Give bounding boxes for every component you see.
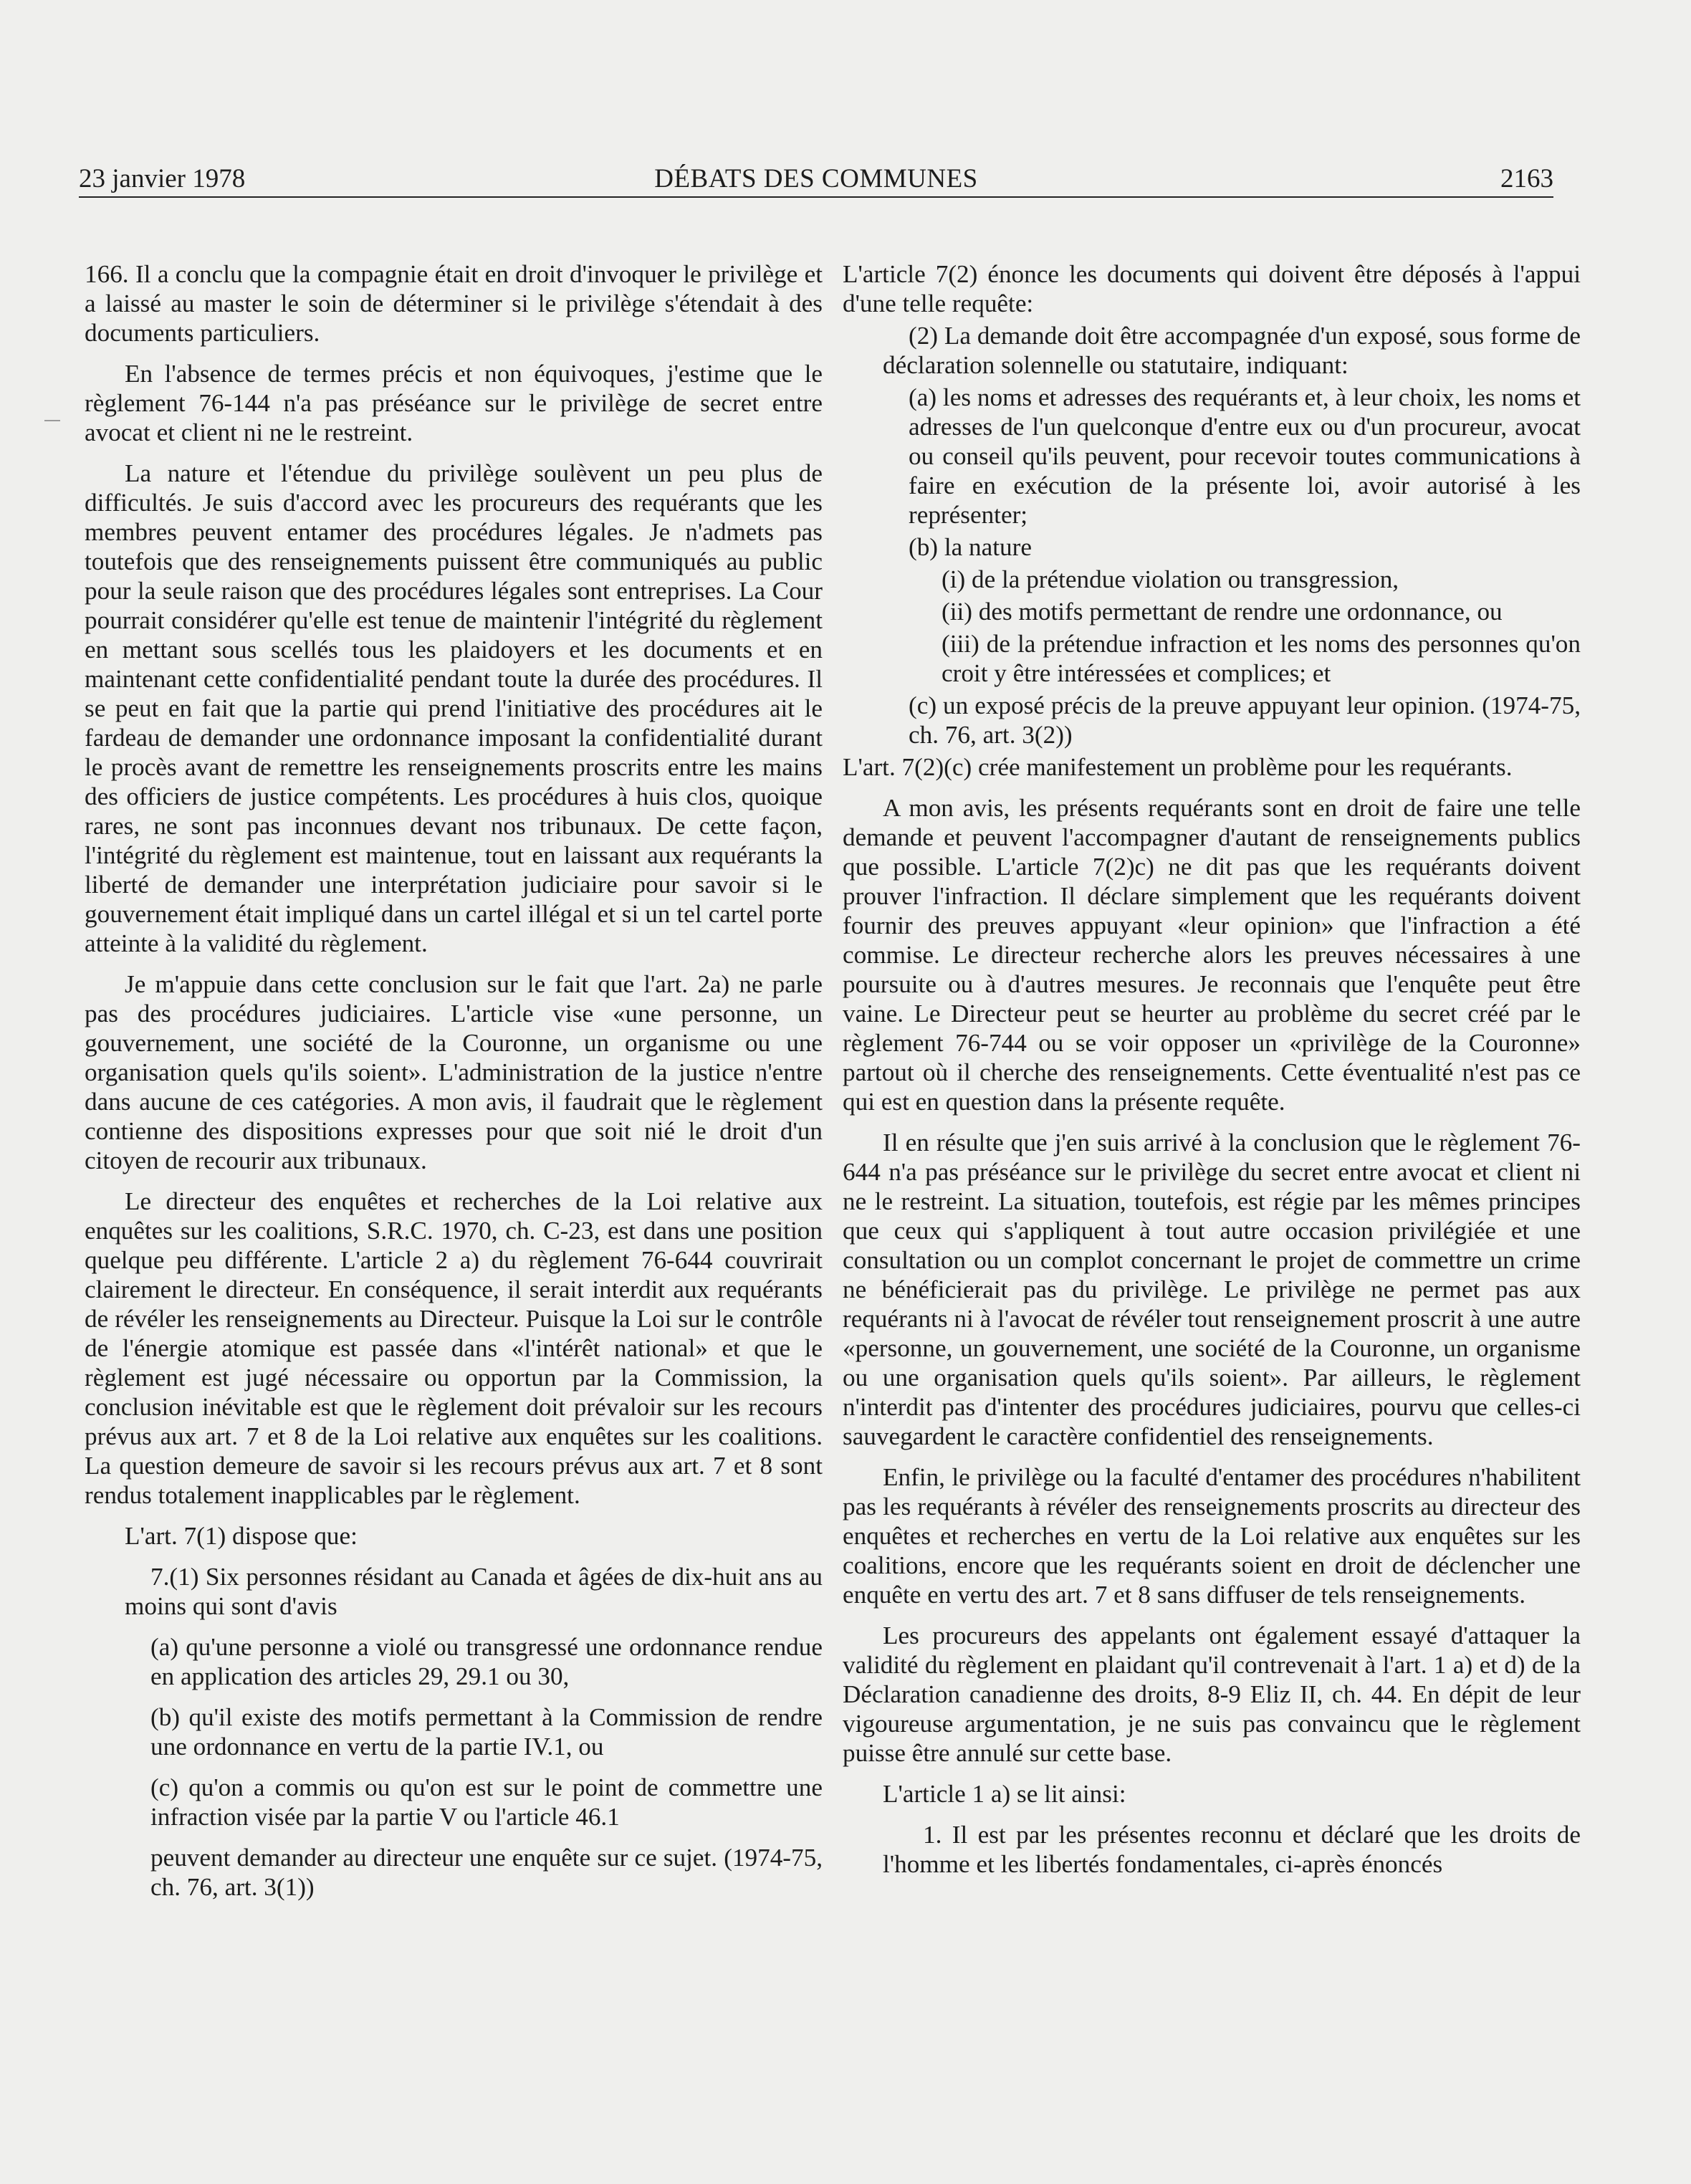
quoted-clause: (c) un exposé précis de la preuve appuyant leur opinion. (1974-75, ch. 76, art. 3(2)) — [909, 691, 1581, 749]
quoted-subclause: (ii) des motifs permettant de rendre une ordonnance, ou — [942, 598, 1503, 626]
quoted-clause: (a) les noms et adresses des requérants et, à leur choix, les noms et adresses de l'un quelconque d'entre eux ou d'un procureur, avocat ou conseil qu'ils peuvent, pour recevoir toutes communications à faire en exécution de la présente loi, avoir autorisé à les représenter; — [909, 383, 1581, 529]
page-header — [79, 161, 1553, 198]
quoted-provision: (2) La demande doit être accompagnée d'un exposé, sous forme de déclaration solennelle ou statutaire, indiquant: — [883, 322, 1581, 379]
paragraph: L'article 7(2) énonce les documents qui doivent être déposés à l'appui d'une telle requête: — [843, 260, 1581, 317]
left-column — [85, 259, 823, 1913]
paragraph: 166. Il a conclu que la compagnie était en droit d'invoquer le privilège et a laissé au master le soin de déterminer si le privilège s'étendait à des documents particuliers. — [85, 260, 823, 347]
header-rule — [79, 196, 1553, 198]
quoted-provision: 7.(1) Six personnes résidant au Canada et âgées de dix-huit ans au moins qui sont d'avis — [125, 1563, 823, 1620]
paragraph: L'art. 7(2)(c) crée manifestement un problème pour les requérants. — [843, 753, 1513, 781]
quoted-clause: (b) la nature — [909, 533, 1032, 561]
paragraph: L'article 1 a) se lit ainsi: — [883, 1780, 1126, 1808]
paragraph: La nature et l'étendue du privilège soulèvent un peu plus de difficultés. Je suis d'accord avec les procureurs des requérants que les membres peuvent entamer des procédures légales. Je n'admets pas toutefois que des renseignements puissent être communiqués au public pour la seule raison que des procédures légales sont entreprises. La Cour pourrait considérer qu'elle est tenue de maintenir l'intégrité du règlement en mettant sous scellés tous les plaidoyers et les documents et en maintenant cette confidentialité pendant toute la durée des procédures. Il se peut en fait que la partie qui prend l'initiative des procédures ait le fardeau de demander une ordonnance imposant la confidentialité durant le procès avant de remettre les renseignements proscrits entre les mains des officiers de justice compétents. Les procédures à huis clos, quoique rares, ne sont pas inconnues devant nos tribunaux. De cette façon, l'intégrité du règlement est maintenue, tout en laissant aux requérants la liberté de demander une interprétation judiciaire pour savoir si le gouvernement était impliqué dans un cartel illégal et si un tel cartel porte atteinte à la validité du règlement. — [85, 459, 823, 957]
quoted-clause: (b) qu'il existe des motifs permettant à la Commission de rendre une ordonnance en vertu de la partie IV.1, ou — [150, 1703, 823, 1761]
paragraph: Le directeur des enquêtes et recherches de la Loi relative aux enquêtes sur les coalitions, S.R.C. 1970, ch. C-23, est dans une position quelque peu différente. L'article 2 a) du règlement 76-644 couvrirait clairement le directeur. En conséquence, il serait interdit aux requérants de révéler les renseignements au Directeur. Puisque la Loi sur le contrôle de l'énergie atomique est passée dans «l'intérêt national» et que le règlement est jugé nécessaire ou opportun par la Commission, la conclusion inévitable est que le règlement doit prévaloir sur les recours prévus aux art. 7 et 8 de la Loi relative aux enquêtes sur les coalitions. La question demeure de savoir si les recours prévus aux art. 7 et 8 sont rendus totalement inapplicables par le règlement. — [85, 1187, 823, 1509]
paragraph: Je m'appuie dans cette conclusion sur le fait que l'art. 2a) ne parle pas des procédures judiciaires. L'article vise «une personne, un gouvernement, une société de la Couronne, un organisme ou une organisation quels qu'ils soient». L'administration de la justice n'entre dans aucune de ces catégories. A mon avis, il faudrait que le règlement contienne des dispositions expresses pour que soit nié le droit d'un citoyen de recourir aux tribunaux. — [85, 970, 823, 1174]
quoted-subclause: (iii) de la prétendue infraction et les noms des personnes qu'on croit y être intéressées et complices; et — [942, 630, 1581, 687]
quoted-clause: (a) qu'une personne a violé ou transgressé une ordonnance rendue en application des articles 29, 29.1 ou 30, — [150, 1633, 823, 1690]
paragraph: Enfin, le privilège ou la faculté d'entamer des procédures n'habilitent pas les requérants à révéler des renseignements proscrits au directeur des enquêtes et recherches en vertu de la Loi relative aux enquêtes sur les coalitions, encore que les requérants soient en droit de déclencher une enquête en vertu des art. 7 et 8 sans diffuser de tels renseignements. — [843, 1463, 1581, 1609]
paragraph: Il en résulte que j'en suis arrivé à la conclusion que le règlement 76-644 n'a pas préséance sur le privilège du secret entre avocat et client ni ne le restreint. La situation, toutefois, est régie par les mêmes principes que ceux qui s'appliquent à tout autre occasion privilégiée et une consultation ou un complot concernant le projet de commettre un crime ne bénéficierait pas du privilège. Le privilège ne permet pas aux requérants ni à l'avocat de révéler tout renseignement proscrit à une autre «personne, un gouvernement, une société de la Couronne, un organisme ou une organisation quels qu'ils soient». Par ailleurs, le règlement n'interdit pas d'intenter des procédures judiciaires, pourvu que celles-ci sauvegardent le caractère confidentiel des renseignements. — [843, 1129, 1581, 1450]
page-number: 2163 — [1500, 164, 1553, 193]
header-date: 23 janvier 1978 — [79, 164, 246, 193]
paragraph: En l'absence de termes précis et non équivoques, j'estime que le règlement 76-144 n'a pas préséance sur le privilège de secret entre avocat et client ni ne le restreint. — [85, 360, 823, 446]
paragraph: A mon avis, les présents requérants sont en droit de faire une telle demande et peuvent l'accompagner d'autant de renseignements publics que possible. L'article 7(2)c) ne dit pas que les requérants doivent prouver l'infraction. Il déclare simplement que les requérants doivent fournir des preuves appuyant «leur opinion» que l'infraction a été commise. Le directeur recherche alors les preuves nécessaires à une poursuite ou à d'autres mesures. Je reconnais que l'enquête peut être vaine. Le Directeur peut se heurter au problème du secret créé par le règlement 76-744 ou se voir opposer un «privilège de la Couronne» partout où il cherche des renseignements. Cette éventualité n'est pas ce qui est en question dans la présente requête. — [843, 794, 1581, 1116]
quoted-provision: 1. Il est par les présentes reconnu et déclaré que les droits de l'homme et les libertés fondamentales, ci-après énoncés — [883, 1821, 1581, 1878]
quoted-clause: peuvent demander au directeur une enquête sur ce sujet. (1974-75, ch. 76, art. 3(1)) — [150, 1844, 823, 1901]
paragraph: Les procureurs des appelants ont également essayé d'attaquer la validité du règlement en plaidant qu'il contrevenait à l'art. 1 a) et d) de la Déclaration canadienne des droits, 8-9 Eliz II, ch. 44. En dépit de leur vigoureuse argumentation, je ne suis pas convaincu que le règlement puisse être annulé sur cette base. — [843, 1622, 1581, 1767]
quoted-subclause: (i) de la prétendue violation ou transgression, — [942, 565, 1399, 593]
margin-mark — [44, 420, 60, 421]
quoted-clause: (c) qu'on a commis ou qu'on est sur le point de commettre une infraction visée par la partie V ou l'article 46.1 — [150, 1773, 823, 1831]
paragraph: L'art. 7(1) dispose que: — [125, 1522, 358, 1550]
header-title: DÉBATS DES COMMUNES — [654, 164, 978, 193]
right-column — [843, 259, 1581, 1890]
